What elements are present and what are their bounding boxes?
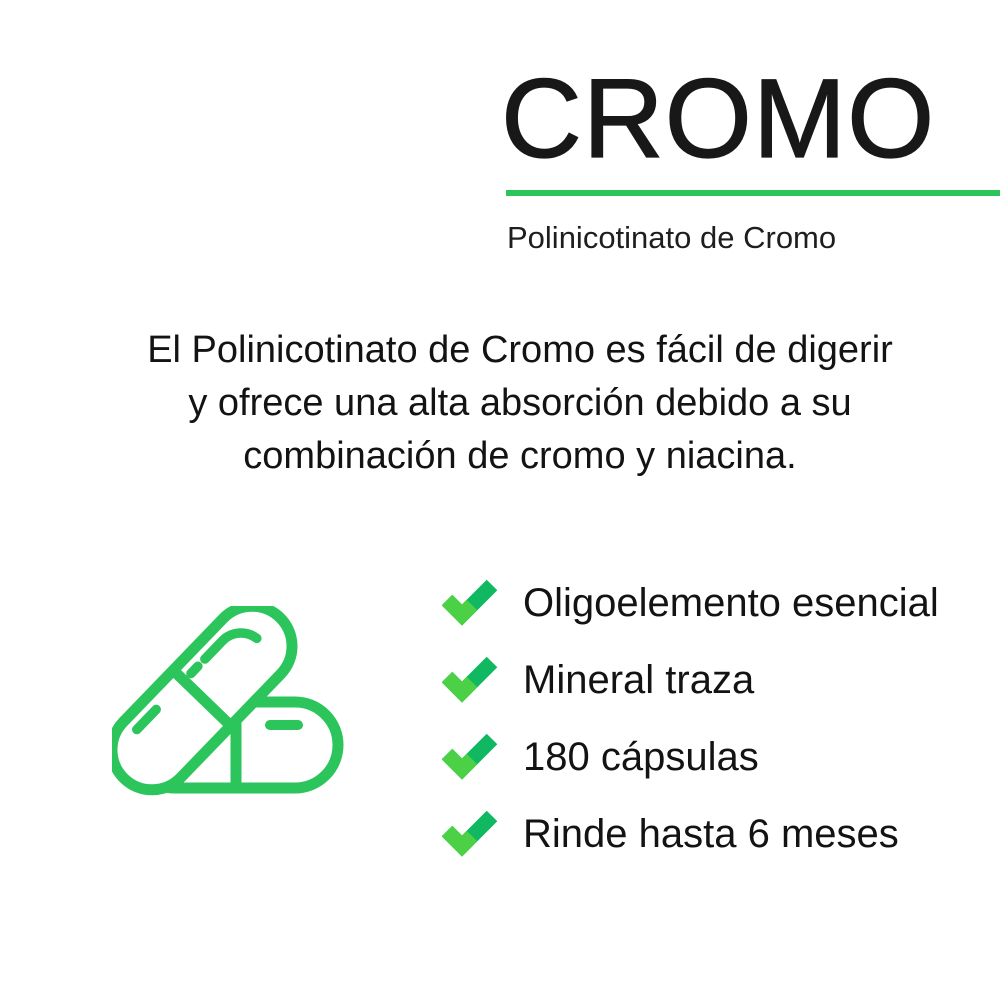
product-subtitle: Polinicotinato de Cromo — [507, 220, 837, 255]
description-line-2: y ofrece una alta absorción debido a su — [188, 382, 852, 424]
feature-item — [442, 729, 759, 785]
feature-label: Rinde hasta 6 meses — [523, 812, 899, 856]
product-title: CROMO — [501, 56, 936, 181]
feature-item — [442, 575, 939, 631]
feature-label: 180 cápsulas — [523, 735, 759, 779]
checkmark-icon — [442, 809, 498, 859]
feature-item — [442, 652, 754, 708]
feature-item — [442, 806, 899, 862]
description-text — [40, 324, 1000, 483]
feature-label: Mineral traza — [523, 658, 755, 702]
checkmark-icon — [442, 578, 498, 628]
description-line-3: combinación de cromo y niacina. — [243, 435, 797, 477]
accent-divider — [506, 190, 1000, 196]
feature-label: Oligoelemento esencial — [523, 581, 939, 625]
description-line-1: El Polinicotinato de Cromo es fácil de digerir — [147, 329, 893, 371]
checkmark-icon — [442, 655, 498, 705]
capsules-icon — [112, 606, 344, 818]
checkmark-icon — [442, 732, 498, 782]
